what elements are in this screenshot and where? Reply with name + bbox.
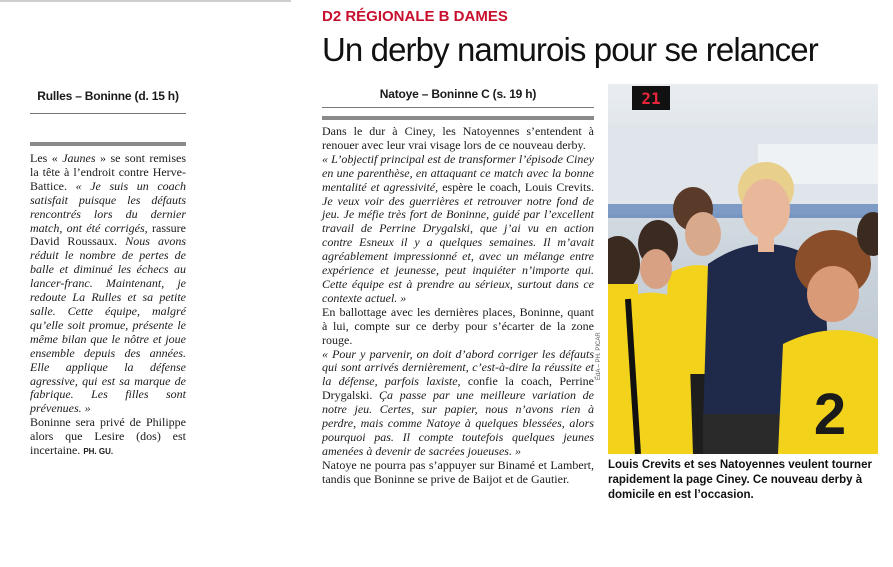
paragraph [30, 152, 186, 416]
quote-text: « Pour y parvenir, on doit d’abord corriger les défauts qui sont arrivés dernièrement, c’est-à-dire la réussite et la défense, parfois laxiste, [322, 346, 594, 389]
quote-text: Je veux voir des guerrières et retrouver notre fond de jeu. Je méfie très fort de Boninne, guidé par l’excellent travail de Perrine Drygalski, que j’ai vu en action contre Esneux il y a quelques semaines. Il m’avait agréablement impressionné et, avec un mélange entre expérience et jeunesse, peut inquiéter n’importe qui. Cette équipe est à prendre au sérieux, surtout dans ce contexte actuel. » [322, 193, 594, 305]
article-body [30, 152, 186, 459]
photo-caption: Louis Crevits et ses Natoyennes veulent tourner rapidement la page Ciney. Ce nouveau derby à domicile en est l’occasion. [608, 459, 872, 501]
paragraph [322, 125, 594, 153]
text-run: Natoye ne pourra pas s’appuyer sur Binamé et Lambert, tandis que Boninne se prive de Baijot et de Gautier. [322, 457, 594, 486]
quote-text: « L’objectif principal est de transformer l’épisode Ciney en une parenthèse, en attaquant ce match avec la bonne mentalité et agressivité, [322, 151, 594, 194]
author-signature: PH. GU. [83, 447, 114, 457]
section-bar [322, 116, 594, 120]
jersey-number: 2 [813, 382, 847, 447]
paragraph [322, 306, 594, 348]
clipping-separator [291, 0, 315, 567]
article-body [322, 125, 594, 487]
text-run: confie la coach, Perrine Drygalski. [322, 374, 594, 403]
photo-credit: ÉdA – PH. PICAR [596, 332, 602, 380]
article-photo [608, 84, 878, 454]
text-run: rassure David Roussaux. [30, 220, 186, 249]
left-article [30, 86, 186, 459]
paragraph [322, 153, 594, 306]
match-title: Natoye – Boninne C (s. 19 h) [322, 84, 594, 108]
text-run: En ballottage avec les dernières places, Boninne, quant à lui, compte sur ce derby pour s’écarter de la zone rouge. [322, 304, 594, 347]
text-run: » se sont remises la tête à l’endroit contre Herve-Battice. [30, 151, 187, 193]
right-article [322, 84, 594, 487]
section-kicker: D2 RÉGIONALE B DAMES [322, 8, 508, 25]
headline: Un derby namurois pour se relancer [322, 31, 818, 68]
text-run: Les « [30, 151, 63, 165]
paragraph [30, 416, 186, 459]
scoreboard-digits: 21 [641, 89, 661, 108]
quote-text: « Je suis un coach satisfait puisque les défauts rencontrés lors du dernier match, ont été corrigés, [30, 178, 186, 235]
text-run: espère le coach, Louis Crevits. [438, 179, 595, 194]
top-rule [0, 0, 291, 2]
quote-text: Nous avons réduit le nombre de pertes de balle et diminué les échecs au lancer-franc. Maintenant, je redoute La Rulles et sa petite salle. Cette équipe, malgré qu’elle soit promue, présente le même bilan que le nôtre et joue ensemble depuis des années. Elle applique la défense agressive, qui est sa marque de fabrique. Les filles sont prévenues. » [30, 234, 186, 416]
text-run: Boninne sera privé de Philippe alors que Lesire (dos) est incertaine. [30, 415, 186, 458]
photo-illustration [608, 84, 878, 454]
quote-text: Ça passe par une meilleure variation de notre jeu. Certes, sur papier, nous n’avons rien à perdre, mais comme Natoye à quelques blessées, alors pourquoi pas. Il compte toutefois quelques jeunes amenées à devenir de sacrées joueuses. » [322, 388, 594, 458]
paragraph [322, 348, 594, 459]
section-bar [30, 142, 186, 146]
quote-text: Jaunes [62, 151, 96, 165]
paragraph [322, 459, 594, 487]
text-run: Dans le dur à Ciney, les Natoyennes s’entendent à renouer avec leur vrai visage lors de ce nouveau derby. [322, 124, 594, 152]
match-title: Rulles – Boninne (d. 15 h) [30, 86, 186, 114]
